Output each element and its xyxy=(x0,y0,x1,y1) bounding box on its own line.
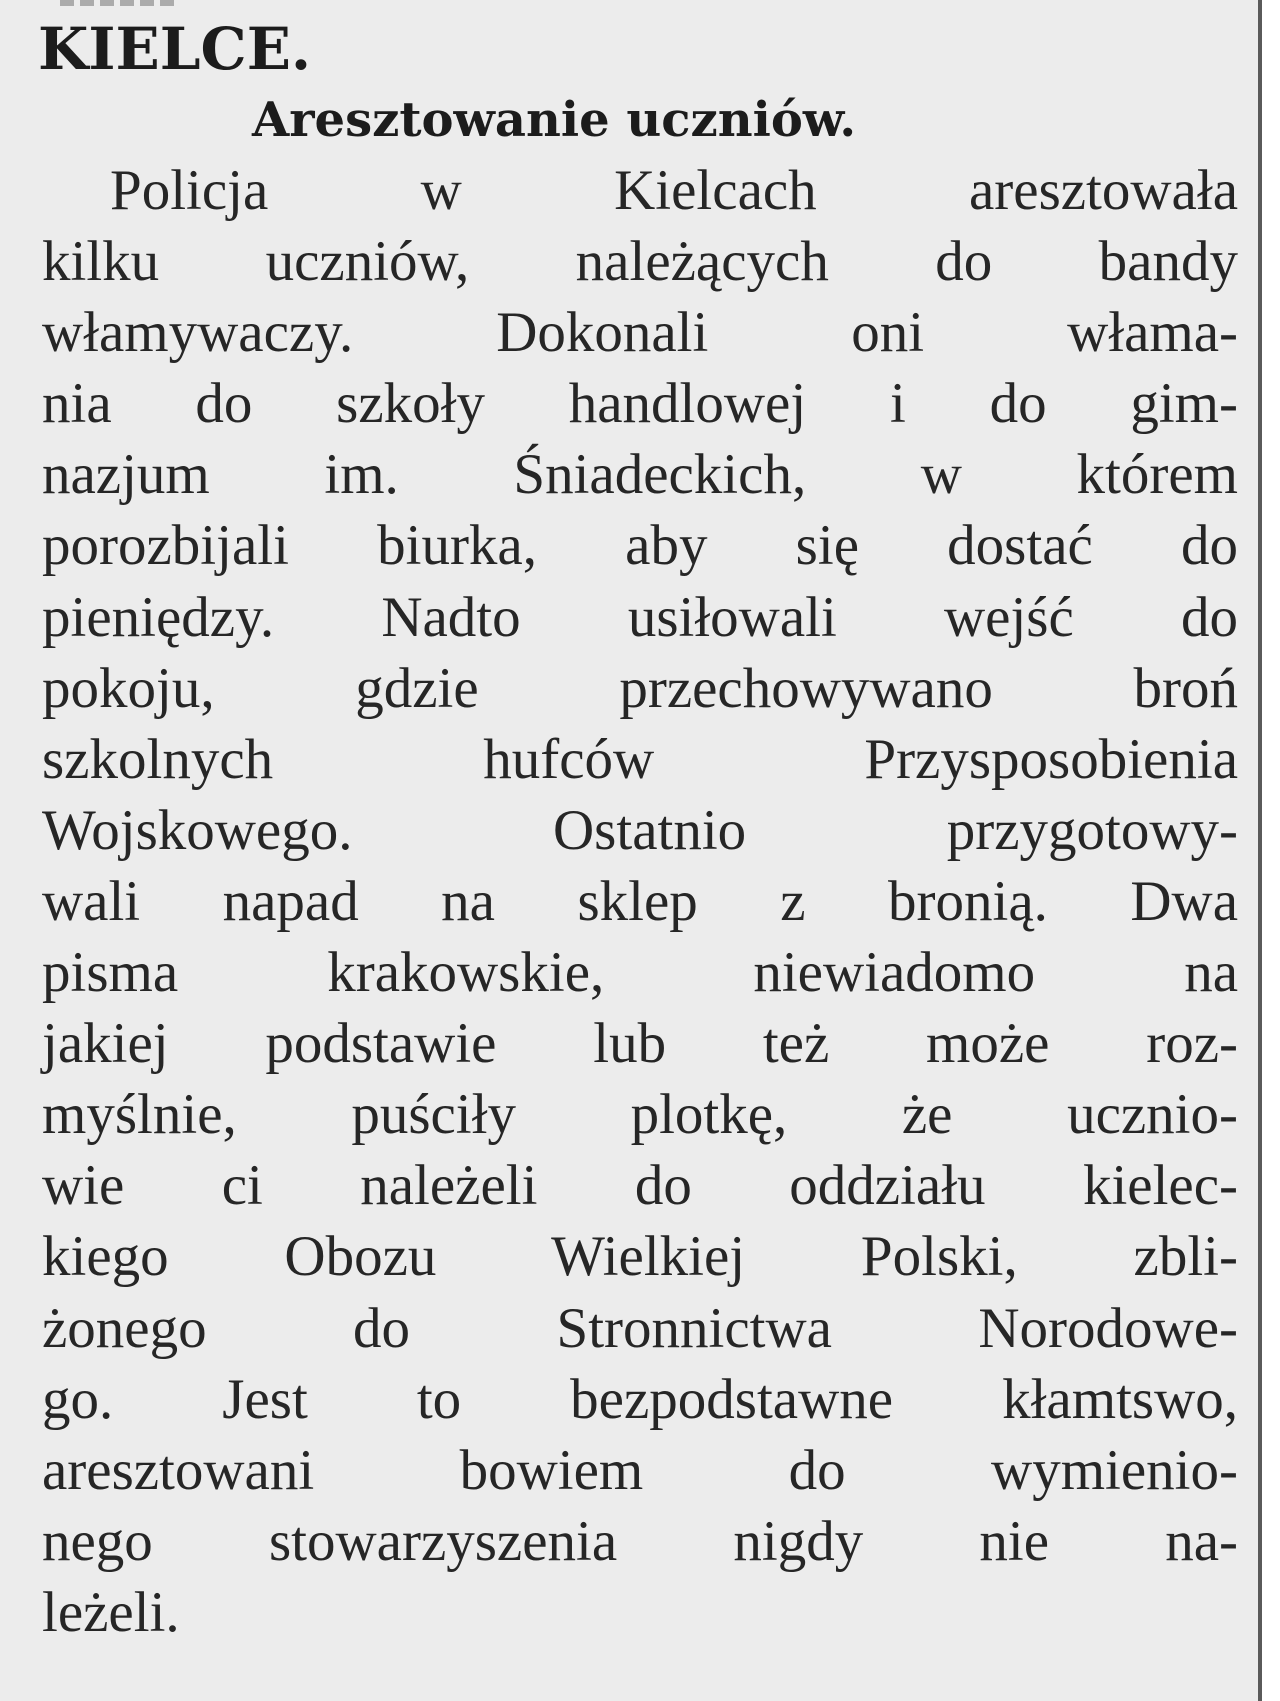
article-line: porozbijali biurka, aby się dostać do xyxy=(42,514,1238,578)
article-line: go. Jest to bezpodstawne kłamtswo, xyxy=(42,1367,1238,1431)
article-line: myślnie, puściły plotkę, że ucznio- xyxy=(42,1083,1238,1147)
article-line: jakiej podstawie lub też może roz- xyxy=(42,1012,1238,1076)
article-line: Policja w Kielcach aresztowała xyxy=(110,159,1238,222)
article-line: szkolnych hufców Przysposobienia xyxy=(42,727,1238,791)
article-line: kilku uczniów, należących do bandy xyxy=(42,230,1238,294)
cut-off-previous-line xyxy=(60,0,180,6)
article-line: pisma krakowskie, niewiadomo na xyxy=(42,941,1238,1005)
article-line: nego stowarzyszenia nigdy nie na- xyxy=(42,1509,1238,1573)
article-line: Wojskowego. Ostatnio przygotowy- xyxy=(42,798,1238,862)
article-line: nazjum im. Śniadeckich, w którem xyxy=(42,443,1238,507)
article-line: leżeli. xyxy=(42,1580,180,1644)
article-body xyxy=(42,155,1238,1648)
article-line: pieniędzy. Nadto usiłowali wejść do xyxy=(42,585,1238,649)
article-line: pokoju, gdzie przechowywano broń xyxy=(42,656,1238,720)
article-line: wali napad na sklep z bronią. Dwa xyxy=(42,869,1238,933)
article-line: włamywaczy. Dokonali oni włama- xyxy=(42,301,1238,365)
article-line: nia do szkoły handlowej i do gim- xyxy=(42,372,1238,436)
article-line: aresztowani bowiem do wymienio- xyxy=(42,1438,1238,1502)
article-line: kiego Obozu Wielkiej Polski, zbli- xyxy=(42,1225,1238,1289)
article-line: żonego do Stronnictwa Norodowe- xyxy=(42,1296,1238,1360)
article-title: Aresztowanie uczniów. xyxy=(252,92,857,148)
section-heading: KIELCE. xyxy=(38,15,312,83)
article-line: wie ci należeli do oddziału kielec- xyxy=(42,1154,1238,1218)
